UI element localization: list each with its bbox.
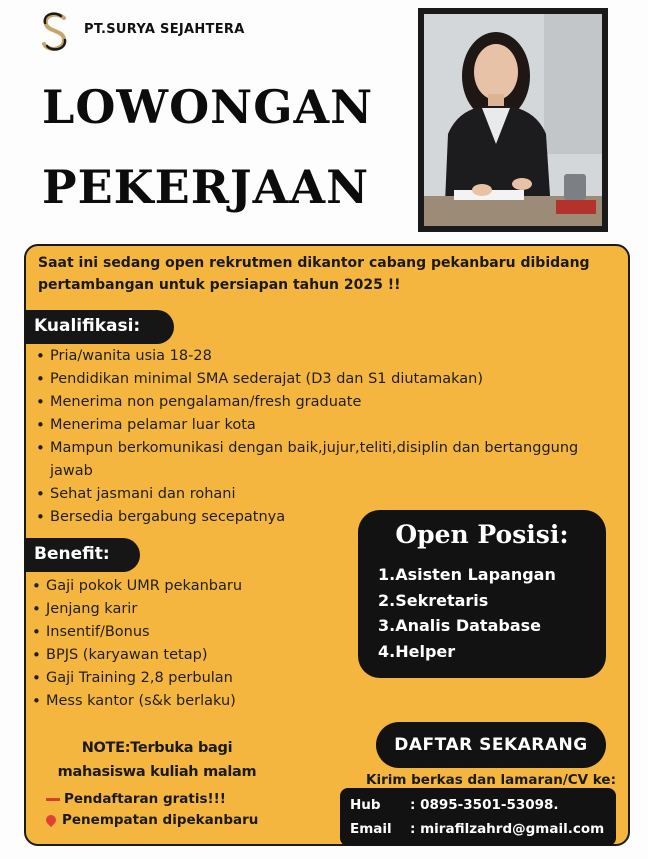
qualifications-list <box>34 345 614 529</box>
phone-row <box>350 797 559 813</box>
list-item: • Insentif/Bonus <box>30 621 350 644</box>
list-item: • Mess kantor (s&k berlaku) <box>30 690 350 713</box>
title-line-2: PEKERJAAN <box>42 160 370 214</box>
registration-text: Pendaftaran gratis!!! <box>64 791 226 807</box>
position-item: 3.Analis Database <box>378 616 541 635</box>
open-positions-box <box>358 510 606 678</box>
intro-text: Saat ini sedang open rekrutmen dikantor cabang pekanbaru dibidang pertambangan untuk persiapan tahun 2025 !! <box>38 255 590 293</box>
employee-photo <box>418 8 608 232</box>
open-positions-heading: Open Posisi: <box>395 520 569 549</box>
positions-list <box>378 562 556 664</box>
position-item: 2.Sekretaris <box>378 590 489 610</box>
email-row <box>350 821 604 837</box>
qualifications-heading: Kualifikasi: <box>24 310 174 344</box>
list-item: • Pendidikan minimal SMA sederajat (D3 dan S1 diutamakan) <box>34 368 614 391</box>
contact-box <box>340 788 616 846</box>
benefits-list <box>30 575 350 713</box>
email-address[interactable]: mirafilzahrd@gmail.com <box>420 821 605 837</box>
dash-icon <box>46 798 60 801</box>
list-item: • Menerima pelamar luar kota <box>34 414 614 437</box>
phone-label: Hub <box>350 797 381 813</box>
position-item: 1.Asisten Lapangan <box>378 565 556 584</box>
email-label: Email <box>350 821 392 837</box>
list-item: • BPJS (karyawan tetap) <box>30 644 350 667</box>
apply-now-button[interactable]: DAFTAR SEKARANG <box>376 722 606 768</box>
list-item: • Gaji pokok UMR pekanbaru <box>30 575 350 598</box>
title-line-1: LOWONGAN <box>42 80 374 134</box>
send-cv-text: Kirim berkas dan lamaran/CV ke: <box>366 772 616 788</box>
placement-text: Penempatan dipekanbaru <box>62 812 259 828</box>
company-logo <box>36 10 76 54</box>
list-item: • Gaji Training 2,8 perbulan <box>30 667 350 690</box>
list-item: • Jenjang karir <box>30 598 350 621</box>
registration-notice <box>46 791 226 807</box>
placement-notice <box>46 812 258 828</box>
list-item: • Pria/wanita usia 18-28 <box>34 345 614 368</box>
note-text: NOTE:Terbuka bagi mahasiswa kuliah malam <box>57 740 257 780</box>
list-item: • Mampun berkomunikasi dengan baik,jujur,teliti,disiplin dan bertanggung jawab <box>34 437 614 483</box>
list-item: • Bersedia bergabung secepatnya <box>34 506 614 529</box>
phone-number[interactable]: 0895-3501-53098. <box>420 797 559 813</box>
separator: : <box>410 821 421 837</box>
separator: : <box>410 797 421 813</box>
list-item: • Menerima non pengalaman/fresh graduate <box>34 391 614 414</box>
position-item: 4.Helper <box>378 641 456 661</box>
location-pin-icon <box>44 813 58 827</box>
benefits-heading: Benefit: <box>24 538 140 572</box>
list-item: • Sehat jasmani dan rohani <box>34 483 614 506</box>
company-name: PT.SURYA SEJAHTERA <box>84 22 245 37</box>
